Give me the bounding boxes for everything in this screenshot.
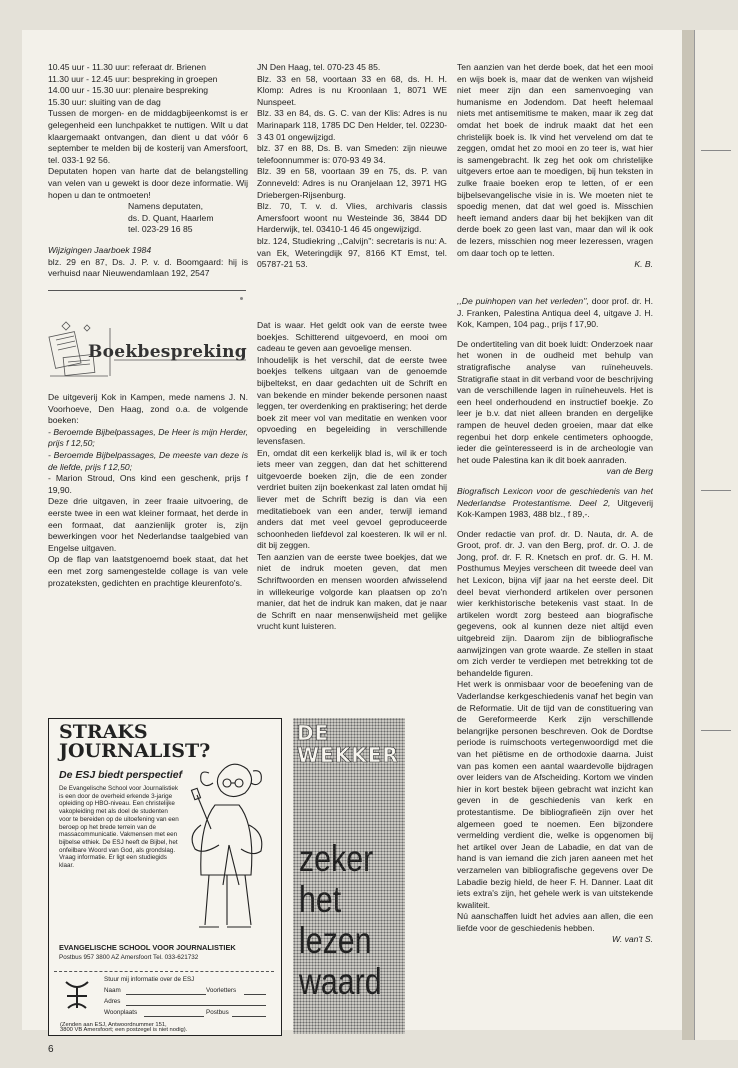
reviewer-initials: K. B. [634, 259, 653, 270]
lexicon-review: Het werk is onmisbaar voor de beoefening van de Vaderlandse kerkgeschiedenis vanaf het begin van de Reformatie. Uit de tijd van de constituering van de Gereformeerde Kerk zijn verschillende belangrijke personen beschreven. Ook de Dordtse periode is ruimschoots vertegenwoordigd met die van het piëtisme en de orthodoxie daarna. Juist van pas komen een aantal waardevolle bijdragen over leiders van de Afscheiding. Kortom we vinden hier in kort bestek bijeen gebracht wat inzicht kan geven in de geschiedenis van kerk en protestantisme. De bibliografieën zijn over het algemeen goed te noemen. Een bijzondere vermelding verdient die, welke is opgenomen bij het artikel over Jean de Labadie, en dat van de hand is van iemand die zich jaren aaneen met het verzamelen van bibliografische gegevens over De Labadie bezig hield, de heer F. H. Danner. Laat dit iets extra's zijn, het gehele werk is van uitstekende kwaliteit. [457, 679, 653, 910]
lexicon-title: Biografisch Lexicon voor de geschiedenis van het Nederlandse Protestantisme. Deel 2, [457, 485, 653, 508]
postbus-field[interactable] [232, 1016, 266, 1017]
lexicon-signature: W. van't S. [612, 934, 653, 945]
boekbespreking-title: Boekbespreking [88, 342, 247, 362]
address-change: Blz. 70, T. v. d. Vlies, archivaris classis Amersfoort woont nu Westeinde 36, 3844 DD Harderwijk, tel. 03410-1 46 45 ongewijzigd. [257, 201, 447, 235]
next-page-edge [694, 30, 738, 1040]
jaarboek-text: blz. 29 en 87, Ds. J. P. v. d. Boomgaard: hij is verhuisd naar Nieuwendamlaan 192, 2547 [48, 256, 248, 279]
puinhopen-review: De ondertiteling van dit boek luidt: Onderzoek naar het wonen in de oudheid met behulp van stratigrafische analyse van ruïneheuvels. Stratigrafie staat in dit verband voor de beschrijving van de verschillende lagen in ruïneheuvels. Het is een heel onderhoudend en instructief boekje. Zo leer je b.v. dat niet alleen branden en dergelijke rampen de heuvel deden groeien, maar dat elke regenbui het dorp enkele centimeters ophoogde, ieder die geïnteresseerd is in de archeologie van het oude Palestina kan ik dit boek aanraden. [457, 338, 653, 465]
review-paragraph: Deze drie uitgaven, in zeer fraaie uitvoering, de eerste twee in een wat kleiner formaat, het derde in een formaat, dat aanzienlijk groter is, zijn bewerkingen voor het Nederlandse taalgebied van Engelse uitgaven. [48, 496, 248, 553]
book-review-left-column [48, 392, 248, 712]
ad-body: De Evangelische School voor Journalistiek is een door de overheid erkende 3-jarige opleiding op HBO-niveau. Een christelijke vakopleiding met als doel de studenten voor te bereiden op de uitoefening van een beroep op het brede terrein van de massacommunicatie. Vakmensen met een bijbelse ethiek. De ESJ heeft de Bijbel, het onfeilbare Woord van God, als grondslag. Vraag informatie. Er ligt een studiegids klaar. [59, 785, 179, 870]
review-paragraph: Dat is waar. Het geldt ook van de eerste twee boekjes. Schitterend uitgevoerd, en mooi om cadeau te geven aan gevoelige mensen. [257, 320, 447, 354]
woonplaats-field[interactable] [144, 1016, 204, 1017]
signature-line: tel. 023-29 16 85 [128, 224, 193, 235]
wekker-slogan: zeker het lezen waard [299, 838, 382, 1002]
school-address: Postbus 957 3800 AZ Amersfoort Tel. 033-621732 [59, 954, 199, 961]
puinhopen-signature: van de Berg [606, 466, 653, 477]
voorletters-field[interactable] [244, 994, 266, 995]
book-item: - Beroemde Bijbelpassages, De meeste van deze is de liefde, prijs f 12,50; [48, 449, 248, 472]
voorletters-label: Voorletters [206, 987, 237, 994]
review-intro: De uitgeverij Kok in Kampen, mede namens J. N. Voorhoeve, Den Haag, zond o.a. de volgende boeken: [48, 392, 248, 426]
right-column [457, 296, 653, 1024]
coupon-footer: (Zenden aan ESJ, Antwoordnummer 151, [60, 1022, 167, 1028]
jaarboek-heading: Wijzigingen Jaarboek 1984 [48, 244, 152, 255]
ad-subheadline: De ESJ biedt perspectief [59, 769, 183, 781]
adres-label: Adres [104, 998, 121, 1005]
school-name: EVANGELISCHE SCHOOL VOOR JOURNALISTIEK [59, 943, 236, 952]
lexicon-review: Onder redactie van prof. dr. D. Nauta, dr. A. de Groot, prof. dr. J. van den Berg, prof. dr. O. J. de Jong, prof. dr. F. R. Knetsch en prof. dr. G. H. M. Posthumus Meyjes verscheen dit tweede deel van het Lexicon, bijna vijf jaar na het eerste deel. Dit deel bevat vierhonderd artikelen over personen wier kerkhistorische betekenis vast staat. In de artikelen wordt zorg besteed aan biografische gegevens, ook al kunnen deze niet altijd even uitgebreid zijn. Daarom zijn de bibliografische aanwijzingen van grote waarde. Ze stellen in staat om zich verder te verdiepen met betrekking tot de behandelde figuren. [457, 528, 653, 678]
journalist-illustration [179, 755, 279, 941]
de-wekker-masthead: DE WEKKER [297, 721, 399, 767]
schedule-line: 11.30 uur - 12.45 uur: bespreking in groepen [48, 73, 218, 84]
de-wekker-advertisement [293, 718, 405, 1034]
naam-field[interactable] [126, 994, 206, 995]
puinhopen-meta: door prof. dr. H. J. Franken, Palestina Antiqua deel 4, uitgave J. H. Kok, Kampen, 104 pag., prijs f 17,90. [457, 296, 653, 330]
page-gutter [682, 30, 694, 1040]
esj-logo-icon [62, 978, 92, 1012]
coupon-title: Stuur mij informatie over de ESJ [104, 976, 195, 983]
ad-headline: STRAKS JOURNALIST? [59, 721, 211, 762]
address-change: blz. 37 en 88, Ds. B. van Smeden: zijn nieuwe telefoonnummer is: 070-93 49 34. [257, 143, 447, 165]
review-paragraph: Ten aanzien van de eerste twee boekjes, dat we niet de indruk moeten geven, dat men Schriftwoorden en mensen woorden afwisselend in willekeurige volgorde kan plaatsen op zo'n manier, dat het de indruk kan maken, dat je naar de Schrift en naar mensenwijsheid met gelijke vrucht kunt luisteren. [257, 551, 447, 632]
book-review-middle-column [257, 320, 447, 712]
review-paragraph: Inhoudelijk is het verschil, dat de eerste twee boekjes telkens uitgaan van de genoemde bijbeltekst, en daar gedachten uit de Schrift en van bekende en minder bekende personen naast leggen, ter overdenking en praktisering; het derde boek zit meer vol van meditatie en wenken voor opvoeding en begeleiding in verschillende levensfasen. [257, 354, 447, 446]
lunch-paragraph: Tussen de morgen- en de middagbijeenkomst is er gelegenheid een lunchpakket te nuttigen. Wilt u dat klaargemaakt ontvangen, dan dient u dat vóór 6 september te melden bij de kosterij van Amersfoort, tel. 033-1 92 56. [48, 108, 248, 165]
schedule-line: 15.30 uur: sluiting van de dag [48, 96, 161, 107]
naam-label: Naam [104, 987, 121, 994]
review-paragraph: Op de flap van laatstgenoemd boek staat, dat het een met zorg samengestelde collage is van vele prozateksten, gedichten en prachtige kleurenfoto's. [48, 554, 248, 588]
book-item: - Beroemde Bijbelpassages, De Heer is mijn Herder, prijs f 12,50; [48, 426, 248, 449]
section-divider [48, 290, 246, 291]
address-change: JN Den Haag, tel. 070-23 45 85. [257, 62, 381, 72]
coupon-footer: 3800 VB Amersfoort; een postzegel is niet nodig). [60, 1027, 188, 1033]
top-middle-column [257, 62, 447, 292]
adres-field[interactable] [126, 1005, 266, 1006]
top-right-column [457, 62, 653, 294]
address-change: Blz. 39 en 58, voortaan 39 en 75, ds. P. van Zonneveld: Adres is nu Oranjelaan 12, 3971 HG Driebergen-Rijsenburg. [257, 166, 447, 200]
top-left-column [48, 62, 248, 292]
page-number: 6 [48, 1044, 54, 1055]
book-review-continuation: Ten aanzien van het derde boek, dat het een mooi en wijs boek is, maar dat de wenken van wijsheid niet meer zijn dan een samenvoeging van humanisme en Jodendom. Dat heeft helemaal niets met antisemitisme te maken, maar ik zeg dat omdat het boek de indruk maakt dat het een christelijk boek is. Ik vind het vervelend om dat te zeggen, omdat het zo mooi en zo teer is, wat hier is samengebracht. Ik zeg het ook om christelijke uitgevers ertoe aan te moedigen, bij hun teksten in zulke fraaie boeken erop te letten, of er een bijbelsevangelische visie in is. We moeten niet te spoedig menen, dat dat wel goed is. Misschien heeft iemand anders daar bij het bekijken van dit derde boek zo geen last van, maar dan wil ik ook de lezers, misschien nog meer lezeressen, vragen om daar toch op te letten. [457, 62, 653, 258]
postbus-label: Postbus [206, 1009, 229, 1016]
lexicon-review: Nú aanschaffen luidt het advies aan allen, die een liefde voor de geschiedenis hebben. [457, 911, 653, 933]
woonplaats-label: Woonplaats [104, 1009, 138, 1016]
lexicon-meta: Uitgeverij Kok-Kampen 1983, 488 blz., f 89,-. [457, 497, 653, 520]
schedule-line: 10.45 uur - 11.30 uur: referaat dr. Brienen [48, 62, 206, 72]
address-change: Blz. 33 en 58, voortaan 33 en 68, ds. H. H. Klomp: Adres is nu Kroonlaan 1, 8071 WE Nunspeet. [257, 73, 447, 107]
address-change: Blz. 33 en 84, ds. G. C. van der Klis: Adres is nu Marinapark 118, 1785 DC Den Helder, tel. 02230-3 43 01 ongewijzigd. [257, 108, 447, 142]
deputaten-paragraph: Deputaten hopen van harte dat de belangstelling van velen van u gewekt is door deze informatie. Wij hopen u dan te ontmoeten! [48, 166, 248, 200]
address-change: blz. 124, Studiekring ,,Calvijn'': secretaris is nu: A. van Ek, Weteringdijk 97, 8166 KT Emst, tel. 05787-21 53. [257, 235, 447, 270]
info-coupon[interactable] [54, 971, 274, 1030]
signature-line: Namens deputaten, [128, 201, 204, 212]
signature-line: ds. D. Quant, Haarlem [128, 212, 214, 223]
schedule-line: 14.00 uur - 15.30 uur: plenaire bespreking [48, 85, 209, 96]
review-paragraph: En, omdat dit een kerkelijk blad is, wil ik er toch iets meer van zeggen, dan dat het schitterend uitgevoerde boeken zijn, die de een zonder verdriet buiten zijn boekenkast zal laten omdat hij liever met de Schrift bezig is dan via een meditatieboek van een ander, terwijl iemand anders dat met veel gevoel geproduceerde schoonheden liefdevol zal koesteren. Ik wil er nl. dit bij zeggen. [257, 447, 447, 551]
book-item: - Marion Stroud, Ons kind een geschenk, prijs f 19,90. [48, 473, 248, 495]
esj-advertisement [48, 718, 282, 1036]
puinhopen-title: ,,De puinhopen van het verleden'', [457, 296, 589, 306]
